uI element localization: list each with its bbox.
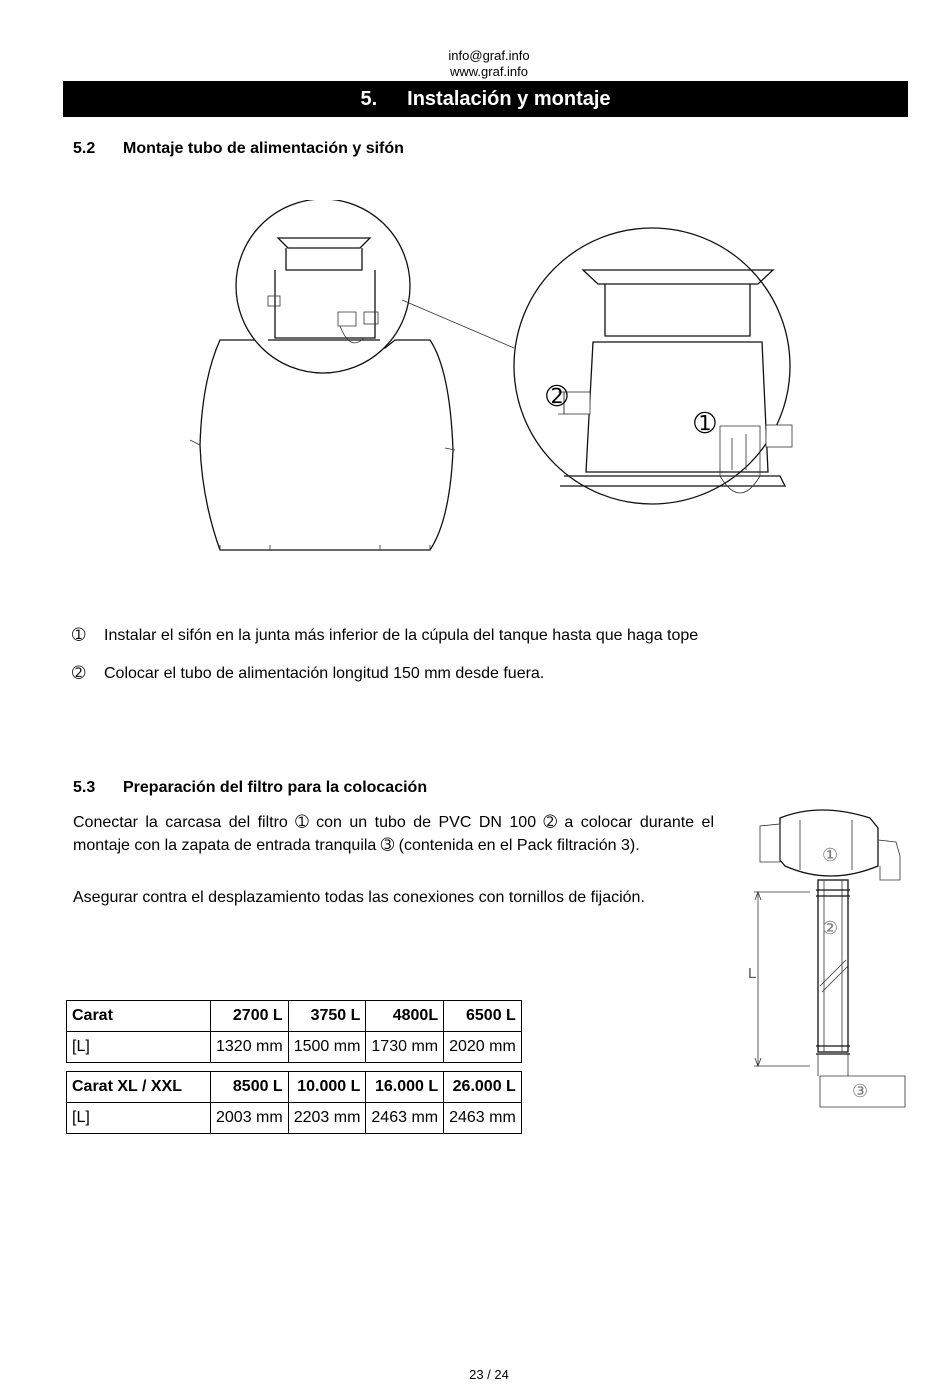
table-cell: [L] [67,1103,211,1134]
table-cell: 3750 L [288,1001,366,1032]
callout-2-icon: ➁ [546,381,568,411]
subsection-title: Montaje tubo de alimentación y sifón [123,140,404,157]
callout-1-icon: ➀ [694,408,716,438]
step-2-text: Colocar el tubo de alimentación longitud 150 mm desde fuera. [104,665,545,682]
table-cell: 1730 mm [366,1032,444,1063]
step-1-marker: ➀ [72,627,86,644]
filter-callout-1-icon: ① [822,845,839,865]
step-1-text: Instalar el sifón en la junta más inferior de la cúpula del tanque hasta que haga tope [104,627,699,644]
table-row [67,1103,522,1134]
table-cell: 16.000 L [366,1072,444,1103]
table-cell: 8500 L [211,1072,289,1103]
subsection-heading-5-2 [73,140,404,158]
table-cell: 6500 L [444,1001,522,1032]
table-cell: Carat XL / XXL [67,1072,211,1103]
paragraph-fixing-screws: Asegurar contra el desplazamiento todas las conexiones con tornillos de fijación. [73,889,645,906]
carat-xl-length-table [66,1071,522,1134]
step-2 [72,663,544,683]
table-cell: 1320 mm [211,1032,289,1063]
subsection-number: 5.2 [73,140,96,157]
header-website: www.graf.info [449,64,529,79]
carat-length-table [66,1000,522,1063]
header-email: info@graf.info [448,48,530,63]
table-header-row [67,1072,522,1103]
table-cell: 10.000 L [288,1072,366,1103]
table-cell: 2700 L [211,1001,289,1032]
table-cell: 2463 mm [444,1103,522,1134]
dimension-label-L: L [748,965,757,982]
step-2-marker: ➁ [72,665,86,682]
table-cell: Carat [67,1001,211,1032]
subsection-number: 5.3 [73,779,96,796]
pipe-callout-2-icon: ② [822,918,839,938]
section-number: 5. [360,88,378,110]
paragraph-filter-connection: Conectar la carcasa del filtro ➀ con un tubo de PVC DN 100 ➁ a colocar durante el montaje con la zapata de entrada tranquila ➂ (contenida en el Pack filtración 3). [73,814,714,854]
page-number: 23 / 24 [469,1367,509,1382]
table-cell: 1500 mm [288,1032,366,1063]
table-cell: 2203 mm [288,1103,366,1134]
table-cell: 2020 mm [444,1032,522,1063]
tank-installation-drawing [180,200,840,570]
table-header-row [67,1001,522,1032]
table-cell: 2463 mm [366,1103,444,1134]
inlet-callout-3-icon: ③ [852,1081,869,1101]
table-cell: 2003 mm [211,1103,289,1134]
table-cell: 26.000 L [444,1072,522,1103]
subsection-title: Preparación del filtro para la colocación [123,779,428,796]
table-cell: [L] [67,1032,211,1063]
section-title: Instalación y montaje [407,88,611,110]
subsection-heading-5-3 [73,779,427,797]
table-cell: 4800L [366,1001,444,1032]
section-title-bar [63,81,908,117]
step-1 [72,625,698,645]
table-row [67,1032,522,1063]
